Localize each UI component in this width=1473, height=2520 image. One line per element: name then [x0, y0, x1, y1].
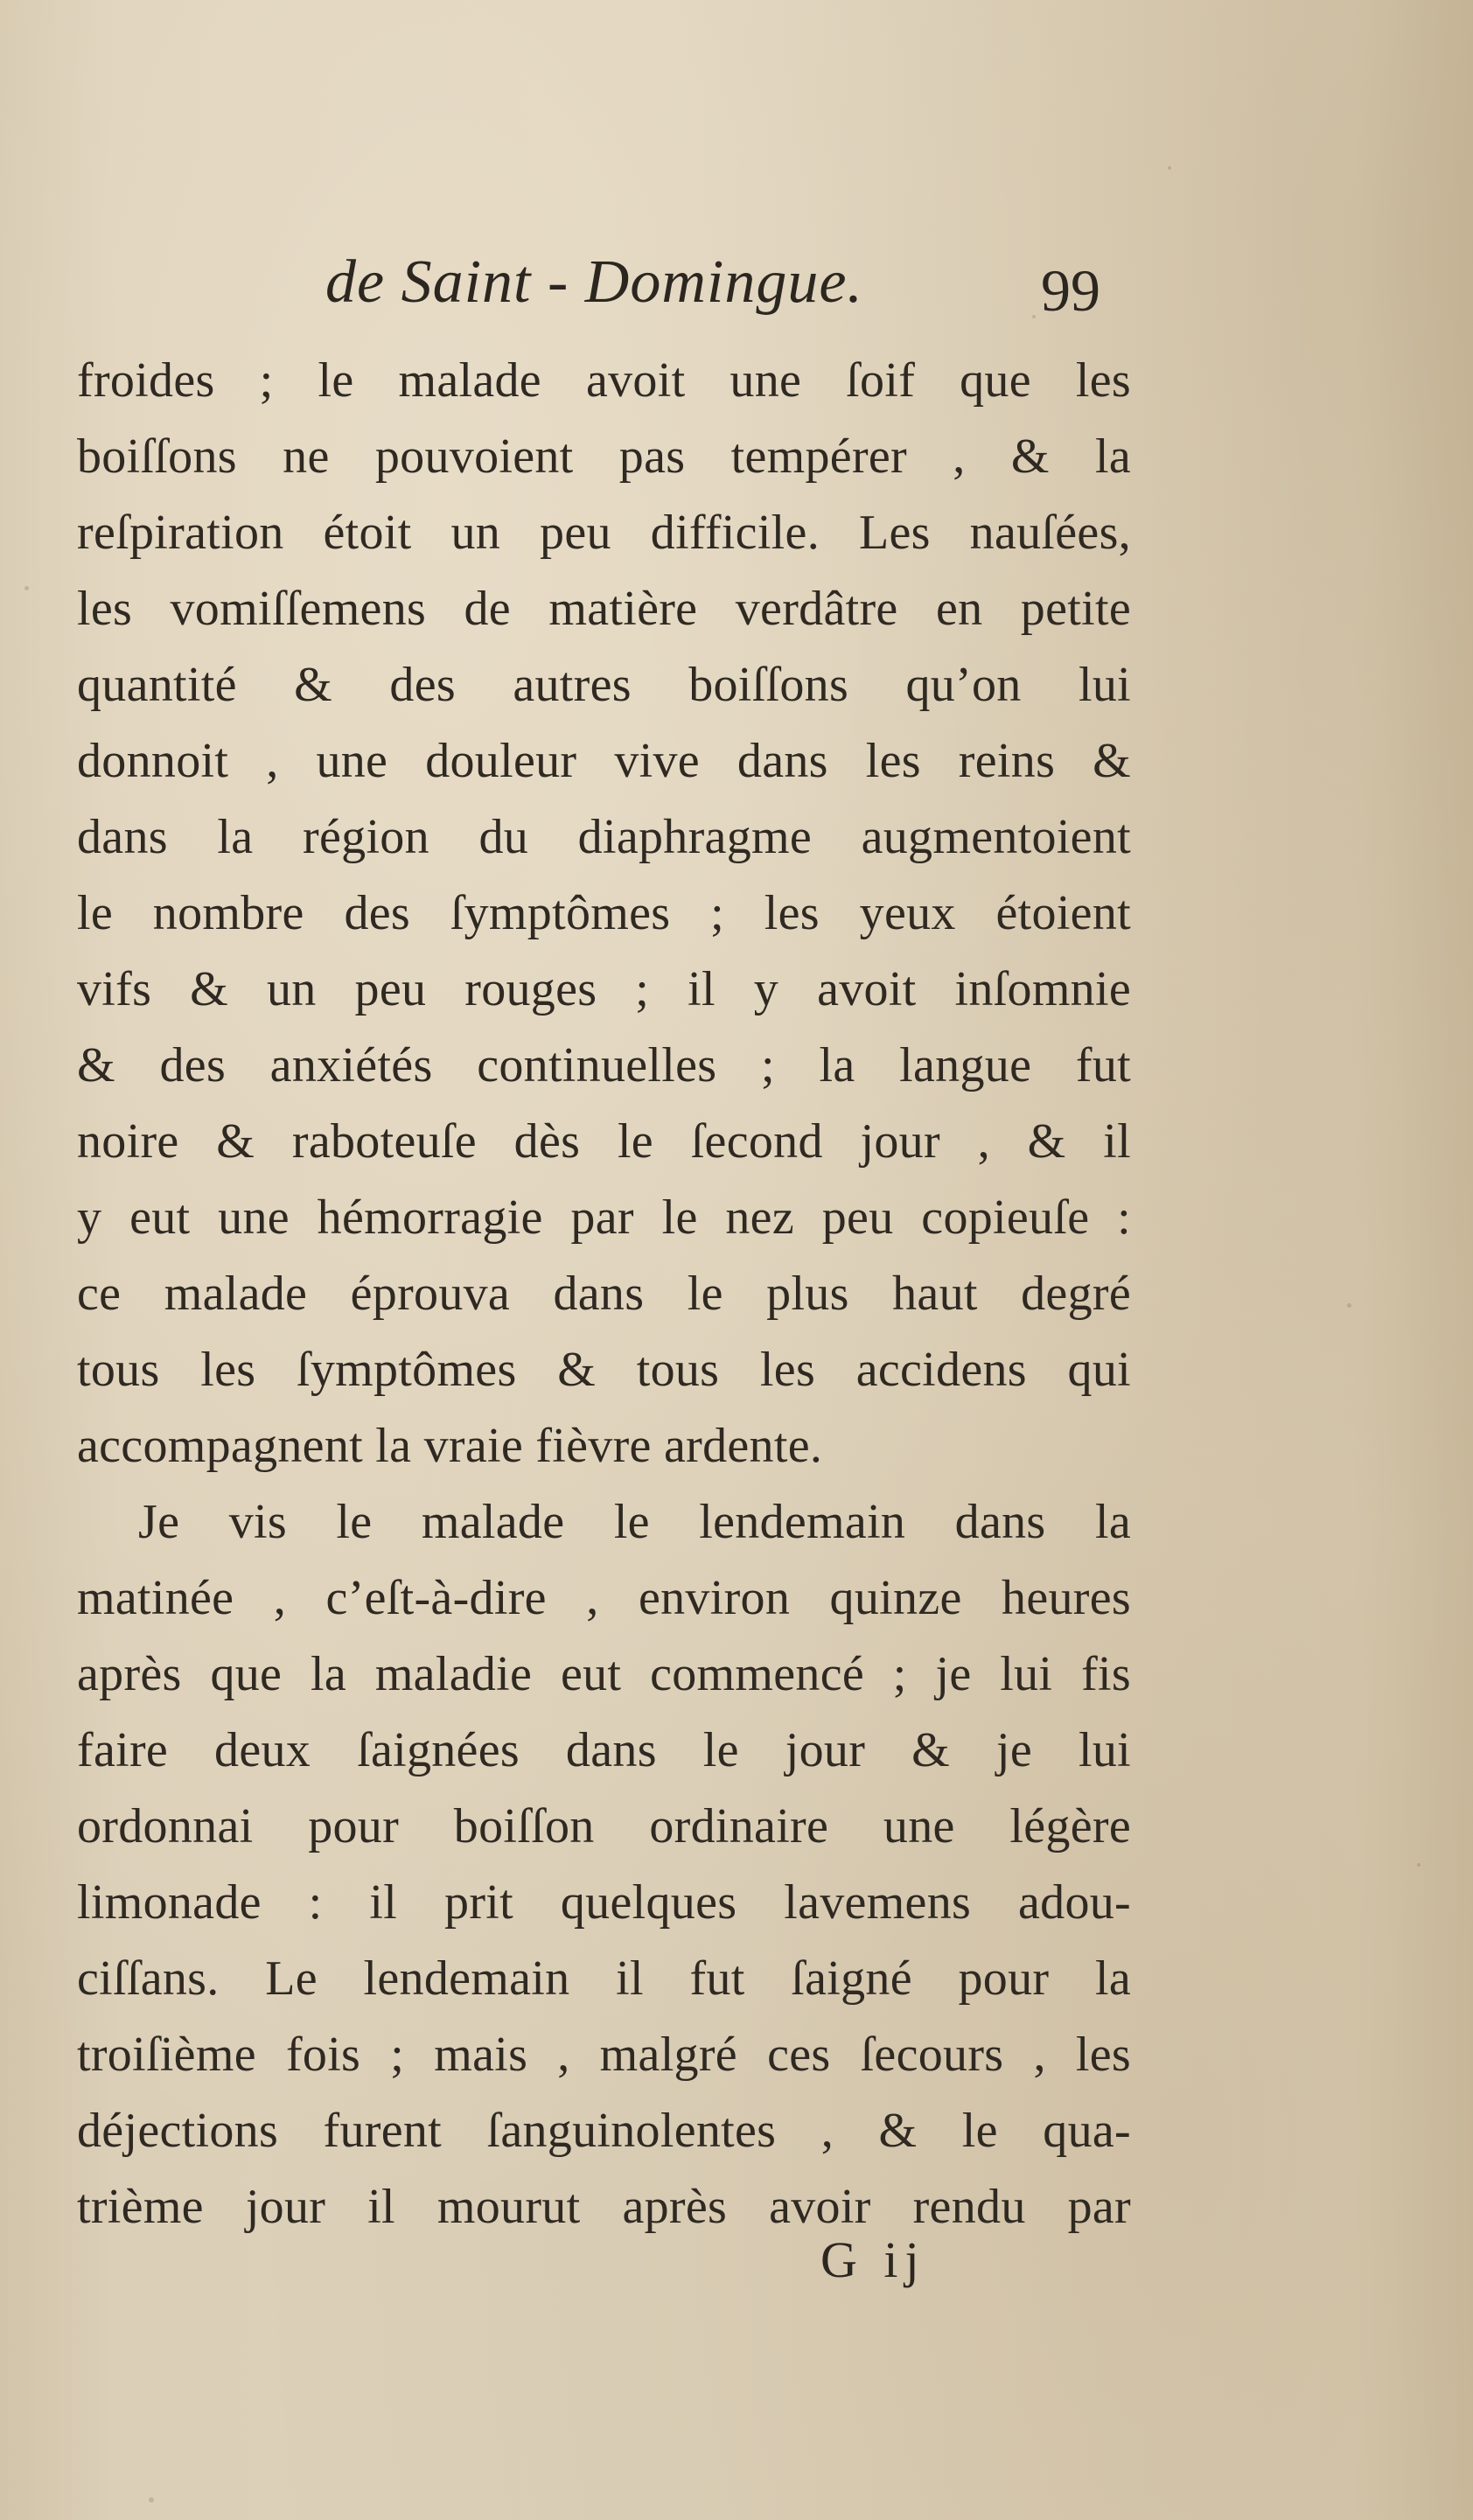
text-line: quantité & des autres boiſſons qu’on lui [77, 658, 1131, 712]
running-title: de Saint - Domingue. [325, 248, 863, 316]
text-line: noire & raboteuſe dès le ſecond jour , & il [77, 1114, 1131, 1169]
text-line: troiſième fois ; mais , malgré ces ſecours , les [77, 2028, 1131, 2082]
text-line: trième jour il mourut après avoir rendu par [77, 2180, 1131, 2234]
text-line: donnoit , une douleur vive dans les reins & [77, 734, 1131, 788]
text-line: ordonnai pour boiſſon ordinaire une légère [77, 1799, 1131, 1853]
text-line: & des anxiétés continuelles ; la langue fut [77, 1038, 1131, 1092]
text-line: y eut une hémorragie par le nez peu copieuſe : [77, 1190, 1131, 1245]
text-line: reſpiration étoit un peu difficile. Les nauſées, [77, 506, 1131, 560]
text-line: limonade : il prit quelques lavemens adou- [77, 1875, 1131, 1930]
paper-spot [1417, 1863, 1421, 1867]
paper-spot [1168, 166, 1171, 170]
text-line: froides ; le malade avoit une ſoif que les [77, 353, 1131, 408]
paragraph-2 [77, 1484, 1131, 2245]
paragraph-1 [77, 343, 1131, 1484]
text-line: vifs & un peu rouges ; il y avoit inſomnie [77, 962, 1131, 1016]
paper-spot [149, 2497, 154, 2503]
paper-spot [1347, 1303, 1351, 1308]
text-line: dans la région du diaphragme augmentoient [77, 810, 1131, 864]
text-line: ciſſans. Le lendemain il fut ſaigné pour la [77, 1951, 1131, 2006]
text-line: Je vis le malade le lendemain dans la [138, 1495, 1131, 1549]
running-head [0, 248, 1473, 324]
paper-spot [24, 586, 29, 590]
text-line: accompagnent la vraie fièvre ardente. [77, 1419, 823, 1473]
page-number: 99 [1041, 257, 1100, 324]
text-line: ce malade éprouva dans le plus haut degré [77, 1267, 1131, 1321]
text-line: le nombre des ſymptômes ; les yeux étoient [77, 886, 1131, 940]
text-line: boiſſons ne pouvoient pas tempérer , & la [77, 429, 1131, 484]
body-text [77, 343, 1131, 2245]
text-line: faire deux ſaignées dans le jour & je lui [77, 1723, 1131, 1777]
text-line: matinée , c’eſt-à-dire , environ quinze heures [77, 1571, 1131, 1625]
text-line: les vomiſſemens de matière verdâtre en petite [77, 582, 1131, 636]
signature-mark: G ij [820, 2231, 926, 2288]
text-line: après que la maladie eut commencé ; je lui fis [77, 1647, 1131, 1701]
text-line: déjections furent ſanguinolentes , & le qua- [77, 2104, 1131, 2158]
text-line: tous les ſymptômes & tous les accidens qui [77, 1343, 1131, 1397]
